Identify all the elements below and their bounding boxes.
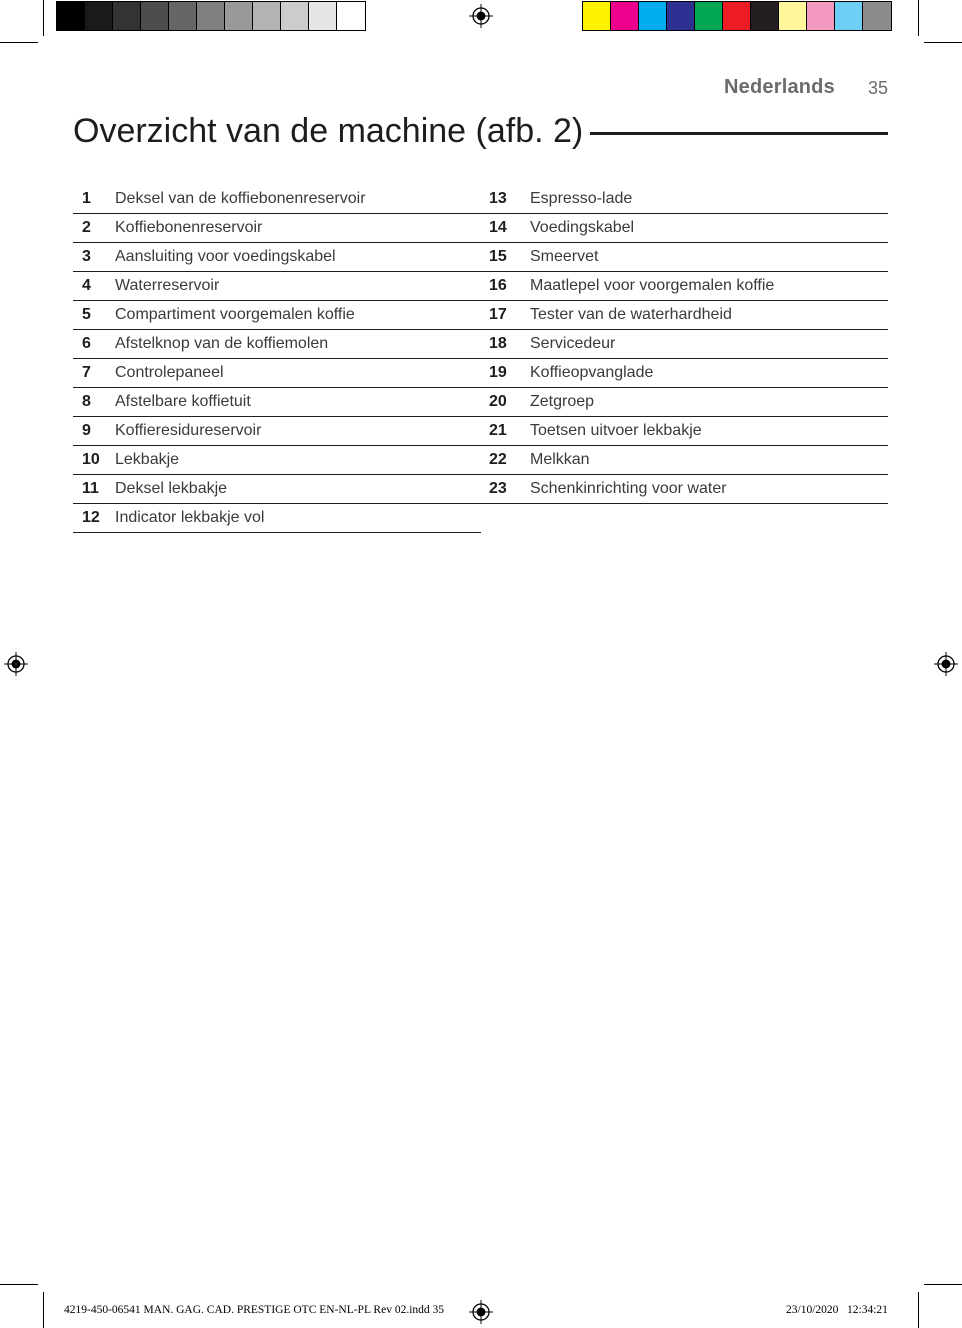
part-number: 23	[489, 480, 507, 497]
color-swatch	[281, 2, 309, 30]
process-color-bar	[582, 1, 892, 31]
part-label: Afstelknop van de koffiemolen	[115, 335, 329, 352]
parts-table	[73, 185, 888, 533]
part-label: Koffieresidureservoir	[115, 422, 262, 439]
part-label: Afstelbare koffietuit	[115, 393, 251, 410]
parts-row	[73, 214, 481, 243]
parts-row	[481, 446, 888, 475]
color-swatch	[695, 2, 723, 30]
color-swatch	[667, 2, 695, 30]
color-swatch	[225, 2, 253, 30]
part-number: 20	[489, 393, 507, 410]
registration-mark-right-icon	[934, 652, 958, 676]
parts-row	[73, 243, 481, 272]
color-swatch	[723, 2, 751, 30]
part-label: Schenkinrichting voor water	[530, 480, 727, 497]
crop-mark-top-left-h	[0, 42, 38, 43]
part-number: 5	[82, 306, 91, 323]
color-swatch	[197, 2, 225, 30]
part-number: 7	[82, 364, 91, 381]
color-swatch	[611, 2, 639, 30]
file-slug: 4219-450-06541 MAN. GAG. CAD. PRESTIGE OTC EN-NL-PL Rev 02.indd 35	[64, 1304, 445, 1316]
crop-mark-top-right-h	[924, 42, 962, 43]
part-number: 21	[489, 422, 507, 439]
color-swatch	[309, 2, 337, 30]
parts-row	[73, 330, 481, 359]
part-label: Toetsen uitvoer lekbakje	[530, 422, 702, 439]
parts-column-left	[73, 185, 481, 533]
part-label: Voedingskabel	[530, 219, 635, 236]
part-label: Melkkan	[530, 451, 590, 468]
parts-row	[73, 185, 481, 214]
part-number: 4	[82, 277, 91, 294]
parts-row	[73, 446, 481, 475]
parts-row	[481, 185, 888, 214]
part-label: Koffieopvanglade	[530, 364, 654, 381]
part-label: Deksel lekbakje	[115, 480, 228, 497]
part-number: 11	[82, 480, 99, 497]
color-swatch	[85, 2, 113, 30]
part-number: 14	[489, 219, 507, 236]
part-number: 22	[489, 451, 507, 468]
parts-column-right	[481, 185, 888, 533]
part-label: Lekbakje	[115, 451, 180, 468]
parts-row	[481, 359, 888, 388]
part-number: 3	[82, 248, 91, 265]
print-time: 12:34:21	[847, 1304, 888, 1316]
color-swatch	[751, 2, 779, 30]
color-swatch	[863, 2, 891, 30]
crop-mark-top-right-v	[918, 0, 919, 36]
part-label: Compartiment voorgemalen koffie	[115, 306, 355, 323]
print-date: 23/10/2020	[786, 1304, 839, 1316]
parts-row	[481, 330, 888, 359]
page-title: Overzicht van de machine (afb. 2)	[73, 112, 584, 150]
crop-mark-top-left-v	[43, 0, 44, 36]
title-rule	[590, 132, 888, 135]
parts-row	[481, 388, 888, 417]
crop-mark-bottom-right-h	[924, 1284, 962, 1285]
part-label: Indicator lekbakje vol	[115, 509, 265, 526]
crop-mark-bottom-right-v	[918, 1292, 919, 1328]
part-label: Maatlepel voor voorgemalen koffie	[530, 277, 775, 294]
color-swatch	[57, 2, 85, 30]
registration-mark-bottom-icon	[469, 1300, 493, 1324]
parts-row	[73, 417, 481, 446]
crop-mark-bottom-left-v	[43, 1292, 44, 1328]
crop-mark-bottom-left-h	[0, 1284, 38, 1285]
registration-mark-left-icon	[4, 652, 28, 676]
parts-row	[73, 475, 481, 504]
color-swatch	[583, 2, 611, 30]
parts-row	[73, 504, 481, 533]
part-number: 1	[82, 190, 91, 207]
parts-row	[481, 243, 888, 272]
parts-row	[73, 388, 481, 417]
parts-row	[481, 417, 888, 446]
part-number: 8	[82, 393, 91, 410]
part-number: 12	[82, 509, 100, 526]
parts-row	[481, 272, 888, 301]
print-timestamp	[786, 1304, 888, 1316]
part-number: 17	[489, 306, 507, 323]
color-swatch	[169, 2, 197, 30]
part-number: 2	[82, 219, 91, 236]
color-swatch	[807, 2, 835, 30]
parts-row	[73, 301, 481, 330]
grayscale-color-bar	[56, 1, 366, 31]
part-number: 19	[489, 364, 507, 381]
part-label: Waterreservoir	[115, 277, 220, 294]
part-number: 16	[489, 277, 507, 294]
part-label: Smeervet	[530, 248, 599, 265]
part-number: 18	[489, 335, 507, 352]
part-label: Espresso-lade	[530, 190, 633, 207]
parts-row	[481, 301, 888, 330]
part-number: 15	[489, 248, 507, 265]
registration-mark-top-icon	[469, 4, 493, 28]
color-swatch	[779, 2, 807, 30]
parts-row	[73, 359, 481, 388]
part-label: Deksel van de koffiebonenreservoir	[115, 190, 366, 207]
part-label: Zetgroep	[530, 393, 595, 410]
part-number: 10	[82, 451, 100, 468]
language-label: Nederlands	[724, 76, 835, 98]
color-swatch	[141, 2, 169, 30]
color-swatch	[639, 2, 667, 30]
page-number: 35	[868, 78, 889, 98]
parts-row	[481, 214, 888, 243]
part-label: Servicedeur	[530, 335, 616, 352]
part-number: 13	[489, 190, 507, 207]
part-label: Koffiebonenreservoir	[115, 219, 263, 236]
color-swatch	[835, 2, 863, 30]
color-swatch	[337, 2, 365, 30]
part-number: 9	[82, 422, 91, 439]
parts-row	[73, 272, 481, 301]
part-label: Controlepaneel	[115, 364, 224, 381]
part-number: 6	[82, 335, 91, 352]
color-swatch	[113, 2, 141, 30]
part-label: Tester van de waterhardheid	[530, 306, 732, 323]
part-label: Aansluiting voor voedingskabel	[115, 248, 336, 265]
parts-row	[481, 475, 888, 504]
color-swatch	[253, 2, 281, 30]
